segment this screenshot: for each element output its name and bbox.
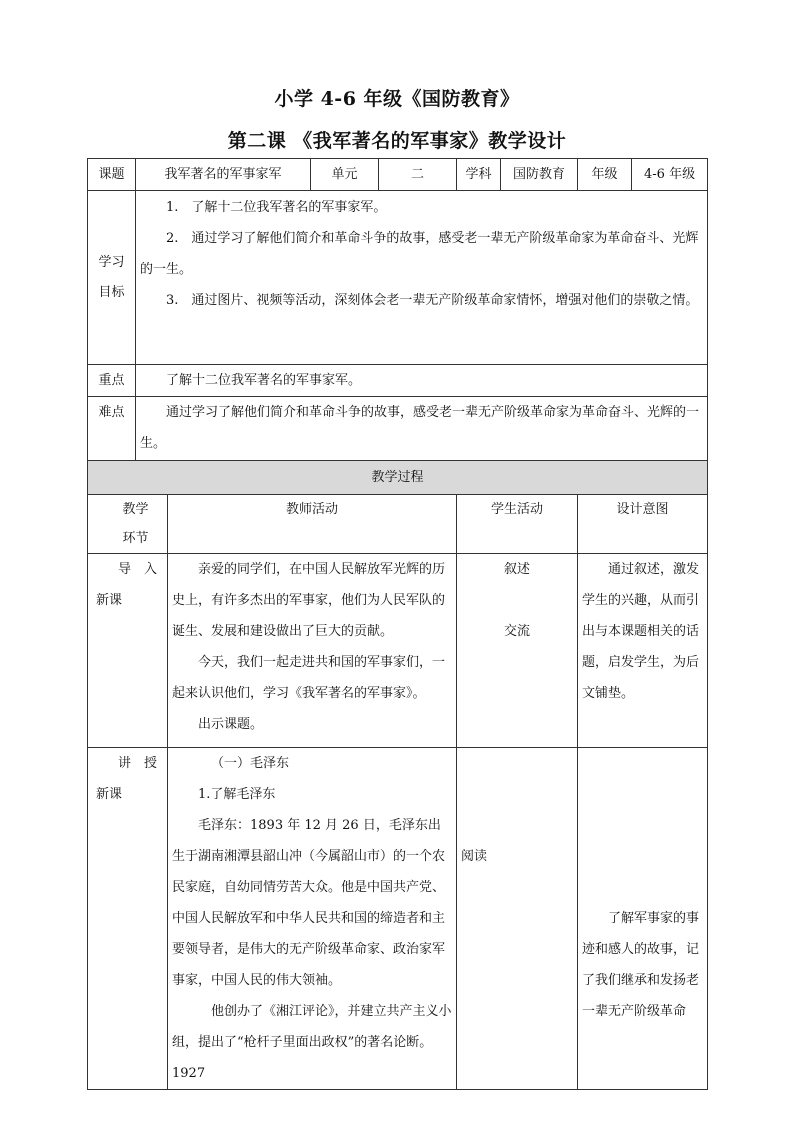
intro-teacher-paragraph: 出示课题。 <box>198 717 264 732</box>
lecture-paragraph: 他创办了《湘江评论》，并建立共产主义小组，提出了“枪杆子里面出政权”的著名论断。1927 <box>172 1004 452 1081</box>
subject-label: 学科 <box>457 159 501 191</box>
goals-content <box>136 191 708 365</box>
lecture-subheading: 1.了解毛泽东 <box>198 787 276 802</box>
stage-header-line2: 环节 <box>122 531 149 546</box>
unit-value: 二 <box>379 159 457 191</box>
key-label: 重点 <box>88 365 136 397</box>
goals-label-line2: 目标 <box>98 284 125 300</box>
intro-design: 通过叙述，激发学生的兴趣，从而引出与本课题相关的话题，启发学生，为后文铺垫。 <box>578 554 708 748</box>
goals-label <box>88 191 136 365</box>
intro-student-line2: 交流 <box>504 624 531 639</box>
intro-student-line1: 叙述 <box>504 562 531 577</box>
student-header: 学生活动 <box>457 495 578 554</box>
lecture-stage <box>88 748 168 1090</box>
lesson-plan-table <box>87 158 708 1090</box>
document-subtitle: 第二课 《我军著名的军事家》教学设计 <box>227 130 567 152</box>
subject-value: 国防教育 <box>501 159 578 191</box>
lecture-student: 阅读 <box>457 748 578 1090</box>
intro-teacher-paragraph: 今天，我们一起走进共和国的军事家们，一起来认识他们，学习《我军著名的军事家》。 <box>172 655 446 701</box>
lecture-teacher <box>168 748 457 1090</box>
key-content: 了解十二位我军著名的军事家军。 <box>136 365 708 397</box>
goal-item: 3. 通过图片、视频等活动，深刻体会老一辈无产阶级革命家情怀，增强对他们的崇敬之情。 <box>166 293 699 308</box>
difficulty-content: 通过学习了解他们简介和革命斗争的故事，感受老一辈无产阶级革命家为革命奋斗、光辉的一生。 <box>136 397 708 461</box>
goals-label-line1: 学习 <box>98 254 125 270</box>
intro-stage <box>88 554 168 748</box>
unit-label: 单元 <box>311 159 379 191</box>
intro-stage-line2: 新课 <box>96 593 123 608</box>
stage-header-line1: 教学 <box>122 502 149 517</box>
teacher-header: 教师活动 <box>168 495 457 554</box>
lecture-stage-line2: 新课 <box>96 787 123 802</box>
intro-stage-line1: 导 入 <box>118 562 158 577</box>
document-title: 小学 4-6 年级《国防教育》 <box>274 88 520 110</box>
lecture-heading: （一）毛泽东 <box>211 756 290 771</box>
goal-item: 1. 了解十二位我军著名的军事家军。 <box>166 200 387 215</box>
goal-item: 2. 通过学习了解他们简介和革命斗争的故事，感受老一辈无产阶级革命家为革命奋斗、光辉的一生。 <box>140 231 699 277</box>
topic-value: 我军著名的军事家军 <box>136 159 311 191</box>
lecture-design: 了解军事家的事迹和感人的故事，记了我们继承和发扬老一辈无产阶级革命 <box>578 748 708 1090</box>
grade-value: 4-6 年级 <box>632 159 708 191</box>
process-header: 教学过程 <box>88 461 708 495</box>
stage-header <box>88 495 168 554</box>
lecture-stage-line1: 讲 授 <box>118 756 158 771</box>
topic-label: 课题 <box>88 159 136 191</box>
lecture-paragraph: 毛泽东：1893 年 12 月 26 日，毛泽东出生于湖南湘潭县韶山冲（今属韶山市）的一个农民家庭，自幼同情劳苦大众。他是中国共产党、中国人民解放军和中华人民共和国的缔造者和主要领导者，是伟大的无产阶级革命家、政治家军事家，中国人民的伟大领袖。 <box>172 818 446 988</box>
intro-teacher-paragraph: 亲爱的同学们，在中国人民解放军光辉的历史上，有许多杰出的军事家，他们为人民军队的诞生、发展和建设做出了巨大的贡献。 <box>172 562 446 639</box>
difficulty-label: 难点 <box>88 397 136 461</box>
intro-teacher <box>168 554 457 748</box>
grade-label: 年级 <box>578 159 632 191</box>
design-header: 设计意图 <box>578 495 708 554</box>
intro-student <box>457 554 578 748</box>
